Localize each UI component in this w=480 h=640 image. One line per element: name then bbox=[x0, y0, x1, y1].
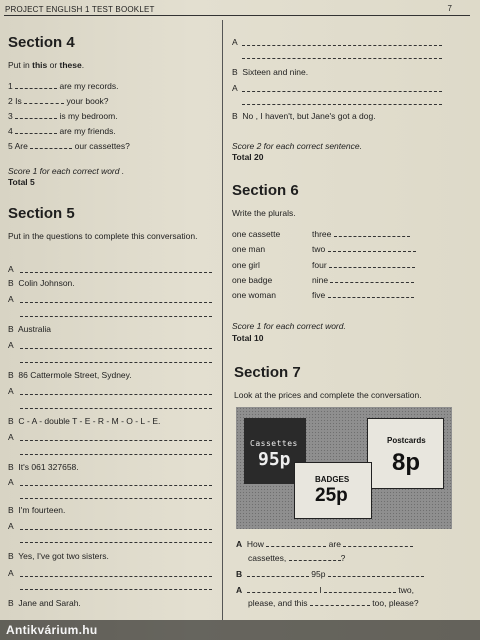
badges-price: 25p bbox=[315, 485, 348, 506]
section7-line-1: A How are bbox=[236, 539, 413, 549]
section5-answer-3: B 86 Cattermole Street, Sydney. bbox=[8, 370, 132, 380]
blank[interactable] bbox=[30, 141, 72, 149]
postcards-label: Postcards bbox=[387, 436, 426, 445]
cassettes-label: Cassettes bbox=[250, 439, 298, 448]
plural-left: one cassette bbox=[232, 229, 281, 239]
section6-total: Total 10 bbox=[232, 333, 264, 343]
plural-right: five bbox=[312, 290, 414, 300]
section5-answer-2: B Australia bbox=[8, 324, 52, 334]
section6-score: Score 1 for each correct word. bbox=[232, 321, 346, 331]
section7-line-4: A I two, bbox=[236, 585, 414, 595]
section5-title: Section 5 bbox=[8, 205, 75, 222]
section5-instruction: Put in the questions to complete this conversation. bbox=[8, 231, 198, 241]
blank[interactable] bbox=[247, 569, 309, 577]
page-number: 7 bbox=[447, 4, 452, 13]
a-label: A bbox=[8, 264, 14, 274]
plural-right: two bbox=[312, 244, 416, 254]
a-label: A bbox=[8, 477, 14, 487]
badges-label: BADGES bbox=[315, 475, 350, 484]
section4-score: Score 1 for each correct word . bbox=[8, 166, 125, 176]
section7-line-2: cassettes, ? bbox=[248, 553, 346, 563]
page-header bbox=[0, 0, 480, 18]
section5-answer-8: B Jane and Sarah. bbox=[8, 598, 81, 608]
plural-left: one man bbox=[232, 244, 266, 254]
a-label: A bbox=[8, 340, 14, 350]
a-label: A bbox=[232, 37, 238, 47]
watermark-text: Antikvárium.hu bbox=[6, 623, 98, 637]
a-label: A bbox=[8, 521, 14, 531]
section4-item-4: 4 are my friends. bbox=[8, 126, 116, 136]
blank[interactable] bbox=[334, 229, 410, 237]
section5-answer-4: B C - A - double T - E - R - M - O - L - E. bbox=[8, 416, 161, 426]
answer-line[interactable] bbox=[242, 104, 442, 105]
answer-line[interactable] bbox=[20, 408, 212, 409]
a-label: A bbox=[8, 294, 14, 304]
plural-right: four bbox=[312, 260, 415, 270]
blank[interactable] bbox=[15, 81, 57, 89]
blank[interactable] bbox=[328, 569, 424, 577]
watermark-bar bbox=[0, 620, 480, 640]
plural-right: three bbox=[312, 229, 410, 239]
section4-title: Section 4 bbox=[8, 34, 75, 51]
section7-line-3: B 95p bbox=[236, 569, 424, 579]
badges-price-card bbox=[294, 462, 372, 519]
section4-item-1: 1 are my records. bbox=[8, 81, 119, 91]
section4-total: Total 5 bbox=[8, 177, 35, 187]
answer-line[interactable] bbox=[242, 91, 442, 92]
section4-item-5: 5 Are our cassettes? bbox=[8, 141, 130, 151]
answer-line[interactable] bbox=[20, 589, 212, 590]
section5-answer-5: B It's 061 327658. bbox=[8, 462, 79, 472]
answer-line[interactable] bbox=[20, 348, 212, 349]
answer-line[interactable] bbox=[20, 529, 212, 530]
a-label: A bbox=[8, 568, 14, 578]
answer-line[interactable] bbox=[20, 576, 212, 577]
section7-instruction: Look at the prices and complete the conversation. bbox=[234, 390, 422, 400]
header-rule bbox=[4, 15, 470, 16]
section4-instruction: Put in this or these. bbox=[8, 60, 85, 70]
blank[interactable] bbox=[328, 244, 416, 252]
postcards-price-card bbox=[367, 418, 444, 489]
answer-line[interactable] bbox=[20, 302, 212, 303]
answer-line[interactable] bbox=[20, 362, 212, 363]
blank[interactable] bbox=[310, 598, 370, 606]
booklet-title: PROJECT ENGLISH 1 TEST BOOKLET bbox=[5, 5, 155, 14]
section7-title: Section 7 bbox=[234, 364, 301, 381]
answer-line[interactable] bbox=[242, 45, 442, 46]
blank[interactable] bbox=[329, 260, 415, 268]
cassettes-price: 95p bbox=[258, 449, 291, 470]
section5-total: Total 20 bbox=[232, 152, 264, 162]
answer-line[interactable] bbox=[20, 498, 212, 499]
section5-answer-1: B Colin Johnson. bbox=[8, 278, 75, 288]
a-label: A bbox=[8, 386, 14, 396]
plural-left: one woman bbox=[232, 290, 276, 300]
blank[interactable] bbox=[24, 96, 64, 104]
blank[interactable] bbox=[15, 126, 57, 134]
section4-item-3: 3 is my bedroom. bbox=[8, 111, 118, 121]
answer-line[interactable] bbox=[20, 440, 212, 441]
column-divider bbox=[222, 20, 223, 620]
answer-line[interactable] bbox=[20, 542, 212, 543]
answer-line[interactable] bbox=[20, 454, 212, 455]
section4-item-2: 2 Is your book? bbox=[8, 96, 109, 106]
postcards-price: 8p bbox=[392, 449, 421, 476]
answer-line[interactable] bbox=[242, 58, 442, 59]
answer-line[interactable] bbox=[20, 394, 212, 395]
answer-line[interactable] bbox=[20, 272, 212, 273]
blank[interactable] bbox=[266, 539, 326, 547]
section5-answer-10: B No , I haven't, but Jane's got a dog. bbox=[232, 111, 376, 121]
blank[interactable] bbox=[343, 539, 413, 547]
plural-left: one badge bbox=[232, 275, 273, 285]
section5-answer-7: B Yes, I've got two sisters. bbox=[8, 551, 109, 561]
section5-answer-6: B I'm fourteen. bbox=[8, 505, 66, 515]
section6-instruction: Write the plurals. bbox=[232, 208, 296, 218]
section5-score: Score 2 for each correct sentence. bbox=[232, 141, 362, 151]
plural-left: one girl bbox=[232, 260, 260, 270]
answer-line[interactable] bbox=[20, 485, 212, 486]
section7-line-5: please, and this too, please? bbox=[248, 598, 419, 608]
section5-answer-9: B Sixteen and nine. bbox=[232, 67, 309, 77]
blank[interactable] bbox=[247, 585, 317, 593]
a-label: A bbox=[232, 83, 238, 93]
section6-title: Section 6 bbox=[232, 182, 299, 199]
blank[interactable] bbox=[330, 275, 414, 283]
answer-line[interactable] bbox=[20, 316, 212, 317]
blank[interactable] bbox=[15, 111, 57, 119]
blank[interactable] bbox=[324, 585, 396, 593]
a-label: A bbox=[8, 432, 14, 442]
blank[interactable] bbox=[289, 553, 341, 561]
plural-right: nine bbox=[312, 275, 414, 285]
blank[interactable] bbox=[328, 290, 414, 298]
